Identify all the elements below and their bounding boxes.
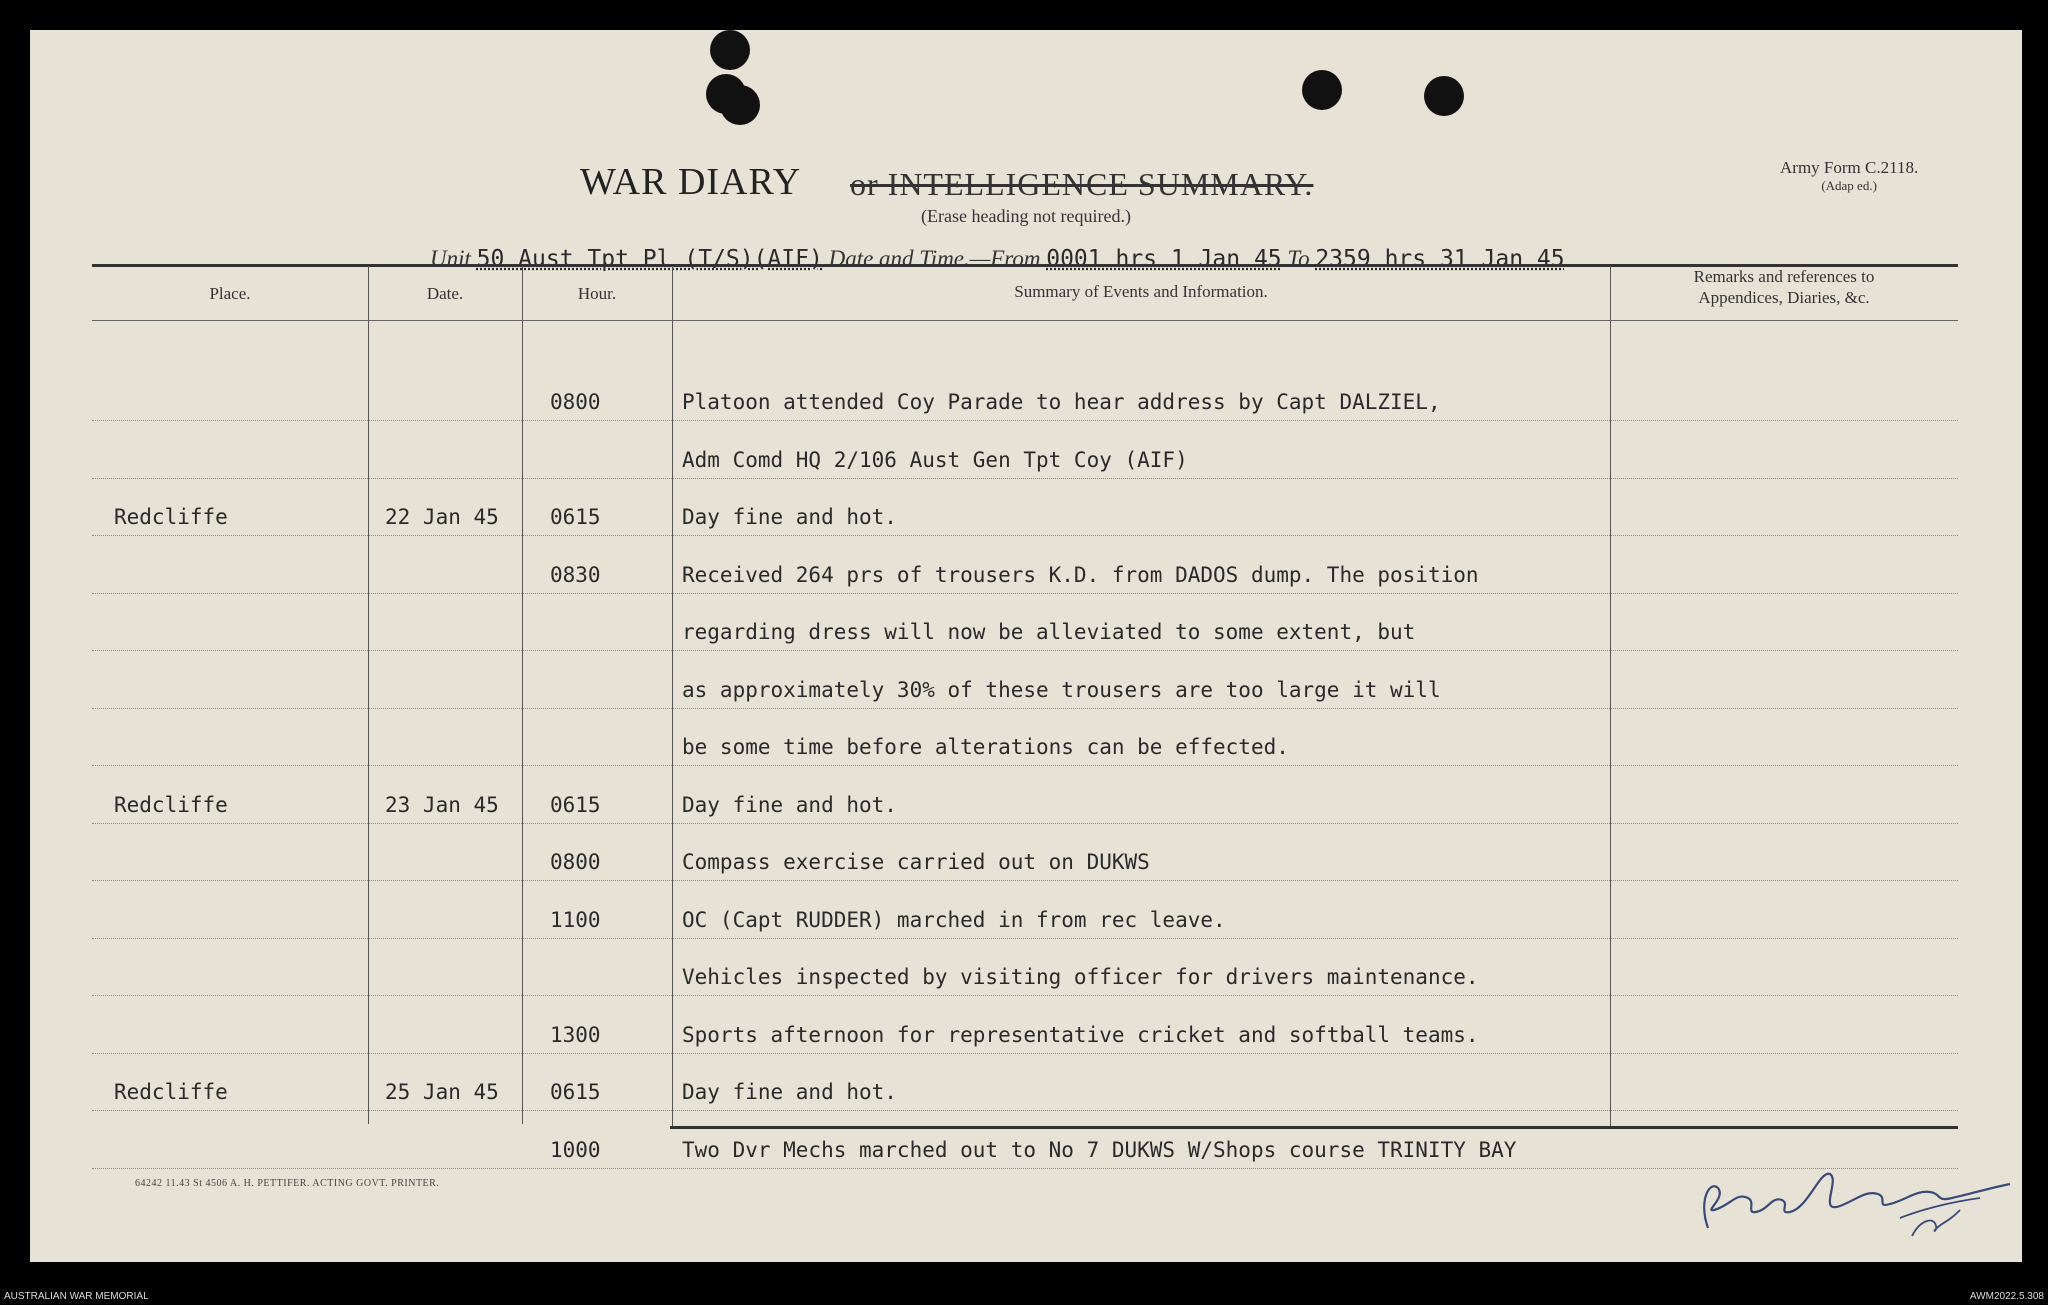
entry-place: Redcliffe (114, 1080, 228, 1104)
unit-line (430, 246, 1565, 272)
row-rule (92, 1053, 1958, 1054)
entry-date: 25 Jan 45 (385, 1080, 499, 1104)
col-header-remarks (1610, 266, 1958, 308)
army-form-number: Army Form C.2118. (1780, 158, 1919, 177)
row-rule (92, 593, 1958, 594)
entry-text: Platoon attended Coy Parade to hear address by Capt DALZIEL, (682, 390, 1441, 414)
title-struck-intelligence: or INTELLIGENCE SUMMARY. (850, 166, 1314, 202)
unit-label: Unit (430, 246, 471, 271)
army-form-ref (1780, 158, 1918, 194)
entry-hour: 0615 (550, 505, 601, 529)
entry-hour: 1300 (550, 1022, 601, 1047)
col-header-summary: Summary of Events and Information. (1014, 282, 1268, 301)
diary-page (30, 30, 2022, 1262)
row-rule (92, 765, 1958, 766)
entry-place: Redcliffe (114, 792, 228, 817)
entry-text: Day fine and hot. (682, 1080, 897, 1104)
entry-text: Vehicles inspected by visiting officer for drivers maintenance. (682, 965, 1479, 989)
entry-place: Redcliffe (114, 505, 228, 529)
entry-text: Day fine and hot. (682, 505, 897, 529)
entry-text: Two Dvr Mechs marched out to No 7 DUKWS W/Shops course TRINITY BAY (682, 1137, 1517, 1162)
entry-text: as approximately 30% of these trousers are too large it will (682, 677, 1441, 702)
entry-hour: 0800 (550, 850, 601, 874)
row-rule (92, 535, 1958, 536)
row-rule (92, 1168, 1958, 1169)
col-divider (1610, 266, 1611, 1126)
remarks-header-line1: Remarks and references to (1693, 267, 1875, 286)
col-header-date: Date. (426, 284, 464, 303)
entry-text: regarding dress will now be alleviated to some extent, but (682, 620, 1416, 644)
entry-text: OC (Capt RUDDER) marched in from rec leave. (682, 907, 1226, 932)
col-header-hour: Hour. (577, 284, 617, 303)
unit-value: 50 Aust Tpt Pl (T/S)(AIF) (476, 246, 823, 272)
row-rule (92, 650, 1958, 651)
entry-hour: 0800 (550, 390, 601, 414)
row-rule (92, 478, 1958, 479)
entry-text: Adm Comd HQ 2/106 Aust Gen Tpt Coy (AIF) (682, 447, 1188, 472)
date-time-label: Date and Time.—From (828, 246, 1041, 271)
punch-hole (1302, 70, 1342, 110)
row-rule (92, 823, 1958, 824)
table-bottom-rule (670, 1126, 1958, 1129)
archive-bar (0, 1290, 2048, 1305)
entry-hour: 0615 (550, 792, 601, 817)
row-rule (92, 995, 1958, 996)
col-header-place: Place. (209, 284, 251, 303)
entry-text: Sports afternoon for representative cricket and softball teams. (682, 1022, 1479, 1047)
entry-text: be some time before alterations can be effected. (682, 735, 1289, 759)
entry-text: Received 264 prs of trousers K.D. from DADOS dump. The position (682, 562, 1479, 587)
header-underline (92, 320, 1958, 321)
entry-text: Compass exercise carried out on DUKWS (682, 850, 1150, 874)
punch-hole (710, 30, 750, 70)
entry-date: 22 Jan 45 (385, 505, 499, 529)
entry-text: Day fine and hot. (682, 792, 897, 817)
punch-hole (720, 85, 760, 125)
army-form-sub: (Adap ed.) (1821, 178, 1877, 193)
remarks-header-line2: Appendices, Diaries, &c. (1698, 288, 1870, 307)
row-rule (92, 938, 1958, 939)
entry-hour: 0830 (550, 562, 601, 587)
row-rule (92, 708, 1958, 709)
entry-hour: 1100 (550, 907, 601, 932)
printer-imprint: 64242 11.43 St 4506 A. H. PETTIFER. ACTING GOVT. PRINTER. (135, 1178, 440, 1189)
to-value: 2359 hrs 31 Jan 45 (1315, 246, 1565, 272)
row-rule (92, 880, 1958, 881)
entry-hour: 0615 (550, 1080, 601, 1104)
col-divider (672, 266, 673, 1126)
punch-hole (1424, 76, 1464, 116)
entry-hour: 1000 (550, 1137, 601, 1162)
from-value: 0001 hrs 1 Jan 45 (1046, 246, 1282, 272)
archive-ref: AWM2022.5.308 (1969, 1291, 2044, 1302)
title-war-diary: WAR DIARY (580, 161, 802, 203)
erase-note: (Erase heading not required.) (921, 206, 1131, 226)
to-label: To (1287, 246, 1310, 271)
row-rule (92, 1110, 1958, 1111)
archive-name: AUSTRALIAN WAR MEMORIAL (4, 1291, 149, 1302)
signature-image (1690, 1140, 2020, 1250)
row-rule (92, 420, 1958, 421)
entry-date: 23 Jan 45 (385, 792, 499, 817)
